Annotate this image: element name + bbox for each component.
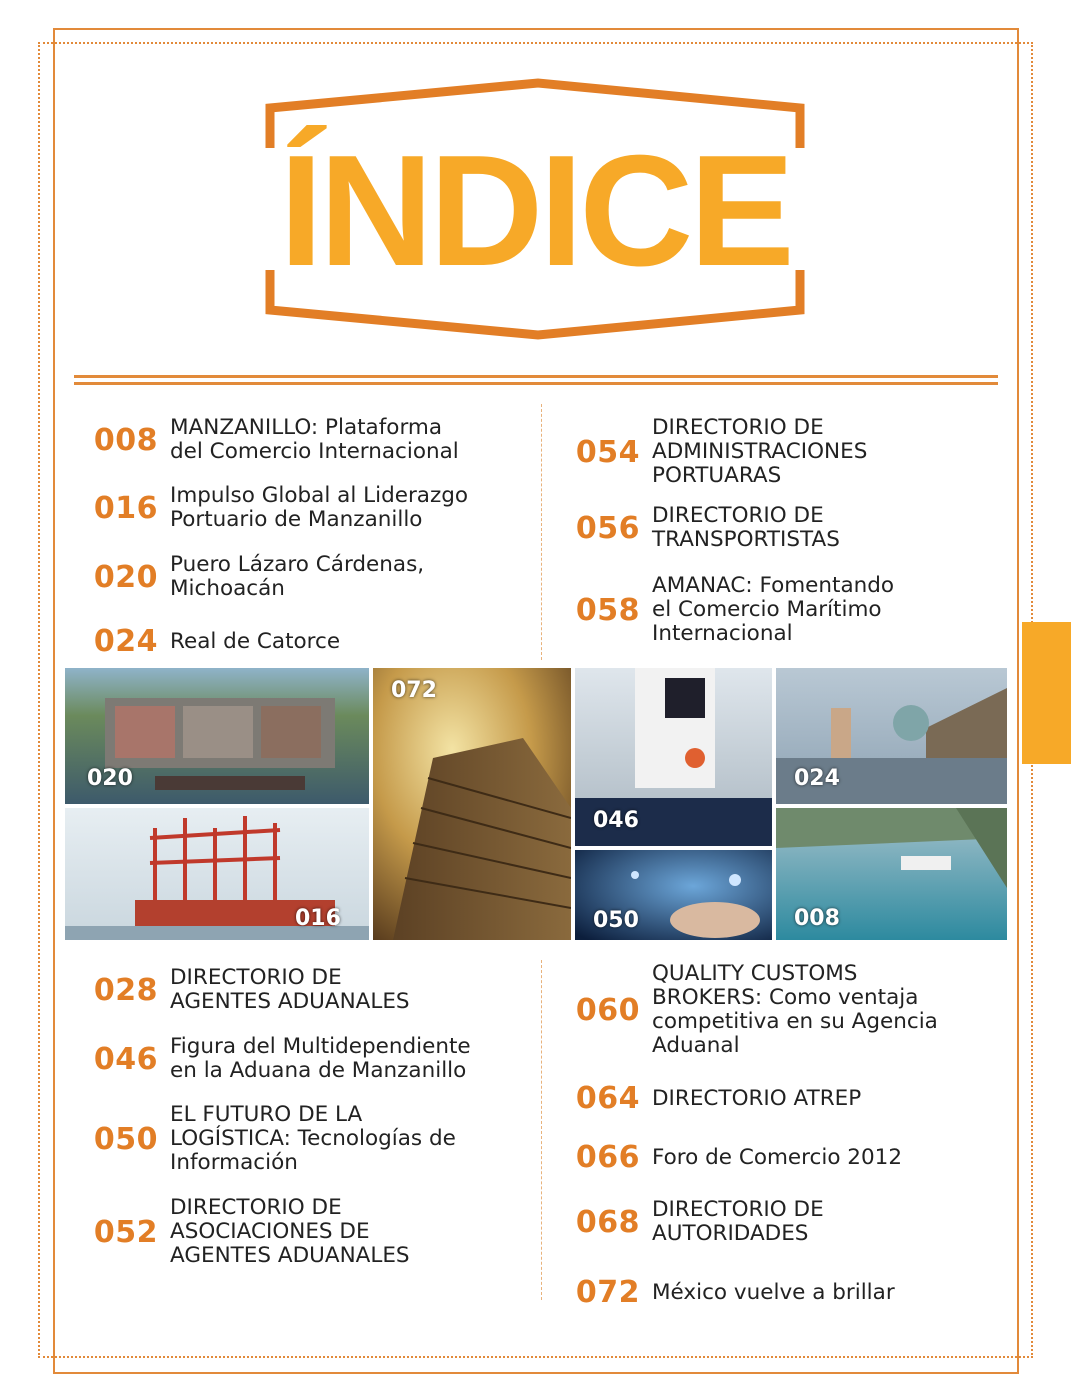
photo-technology[interactable] <box>575 850 772 940</box>
toc-title: DIRECTORIO DE AUTORIDADES <box>652 1197 824 1246</box>
toc-entry[interactable] <box>76 966 410 1014</box>
toc-entry[interactable] <box>76 1035 471 1083</box>
toc-entry[interactable] <box>76 1103 456 1175</box>
photo-crane-ship[interactable] <box>65 808 369 940</box>
photo-port-aerial[interactable] <box>65 668 369 804</box>
toc-title: DIRECTORIO DE TRANSPORTISTAS <box>652 503 840 552</box>
toc-entry[interactable] <box>76 416 459 464</box>
toc-page-number: 060 <box>575 992 640 1028</box>
toc-page-number: 052 <box>93 1214 158 1250</box>
toc-page-number: 020 <box>93 559 158 595</box>
photo-label: 024 <box>794 766 840 791</box>
toc-entry[interactable] <box>76 553 424 601</box>
pyramid-image <box>373 668 571 940</box>
toc-title: DIRECTORIO DE ADMINISTRACIONES PORTUARAS <box>652 415 868 488</box>
photo-label: 046 <box>593 808 639 833</box>
toc-page-number: 056 <box>575 510 640 546</box>
toc-title: QUALITY CUSTOMS BROKERS: Como ventaja competitiva en su Agencia Aduanal <box>652 961 938 1058</box>
toc-entry[interactable] <box>558 574 894 646</box>
photo-label: 050 <box>593 908 639 933</box>
toc-entry[interactable] <box>76 624 340 659</box>
photo-label: 008 <box>794 906 840 931</box>
toc-entry[interactable] <box>76 1196 410 1268</box>
toc-entry[interactable] <box>558 1275 895 1310</box>
toc-page-number: 058 <box>575 592 640 628</box>
photo-harbor[interactable] <box>776 808 1007 940</box>
toc-page-number: 066 <box>575 1140 640 1175</box>
toc-title: Figura del Multidependiente en la Aduana de Manzanillo <box>170 1034 471 1083</box>
toc-title: Foro de Comercio 2012 <box>652 1144 903 1170</box>
toc-title: Puero Lázaro Cárdenas, Michoacán <box>170 552 425 601</box>
toc-entry[interactable] <box>558 416 867 488</box>
toc-page-number: 008 <box>93 422 158 458</box>
toc-title: Real de Catorce <box>170 628 341 654</box>
page-title: ÍNDICE <box>279 123 791 299</box>
photo-pyramid[interactable] <box>373 668 571 940</box>
toc-page-number: 064 <box>575 1081 640 1116</box>
photo-label: 072 <box>391 678 437 703</box>
toc-page-number: 028 <box>93 972 158 1008</box>
column-divider-top <box>541 404 542 660</box>
toc-page-number: 054 <box>575 434 640 470</box>
toc-page-number: 072 <box>575 1275 640 1310</box>
toc-page-number: 068 <box>575 1204 640 1240</box>
toc-title: AMANAC: Fomentando el Comercio Marítimo Internacional <box>652 573 895 646</box>
toc-entry[interactable] <box>558 1198 824 1246</box>
toc-entry[interactable] <box>76 484 468 532</box>
toc-entry[interactable] <box>558 504 840 552</box>
toc-title: Impulso Global al Liderazgo Portuario de Manzanillo <box>170 483 469 532</box>
toc-page-number: 050 <box>93 1121 158 1157</box>
column-divider-bottom <box>541 960 542 1300</box>
title-rule-top <box>74 375 998 378</box>
toc-title: DIRECTORIO ATREP <box>652 1085 862 1111</box>
toc-page-number: 016 <box>93 490 158 526</box>
toc-entry[interactable] <box>558 1081 861 1116</box>
title-rule-bottom <box>74 382 998 385</box>
toc-title: MANZANILLO: Plataforma del Comercio Internacional <box>170 415 459 464</box>
toc-entry[interactable] <box>558 962 938 1058</box>
toc-title: México vuelve a brillar <box>652 1279 895 1305</box>
toc-title: DIRECTORIO DE AGENTES ADUANALES <box>170 965 410 1014</box>
title-block <box>240 78 830 340</box>
toc-page-number: 046 <box>93 1041 158 1077</box>
photo-town[interactable] <box>776 668 1007 804</box>
photo-label: 016 <box>295 906 341 931</box>
toc-title: DIRECTORIO DE ASOCIACIONES DE AGENTES ADUANALES <box>170 1195 410 1268</box>
side-tab <box>1022 622 1071 764</box>
toc-title: EL FUTURO DE LA LOGÍSTICA: Tecnologías de Información <box>170 1102 456 1175</box>
photo-ship-hull[interactable] <box>575 668 772 846</box>
toc-page-number: 024 <box>93 624 158 659</box>
toc-entry[interactable] <box>558 1140 902 1175</box>
photo-label: 020 <box>87 766 133 791</box>
